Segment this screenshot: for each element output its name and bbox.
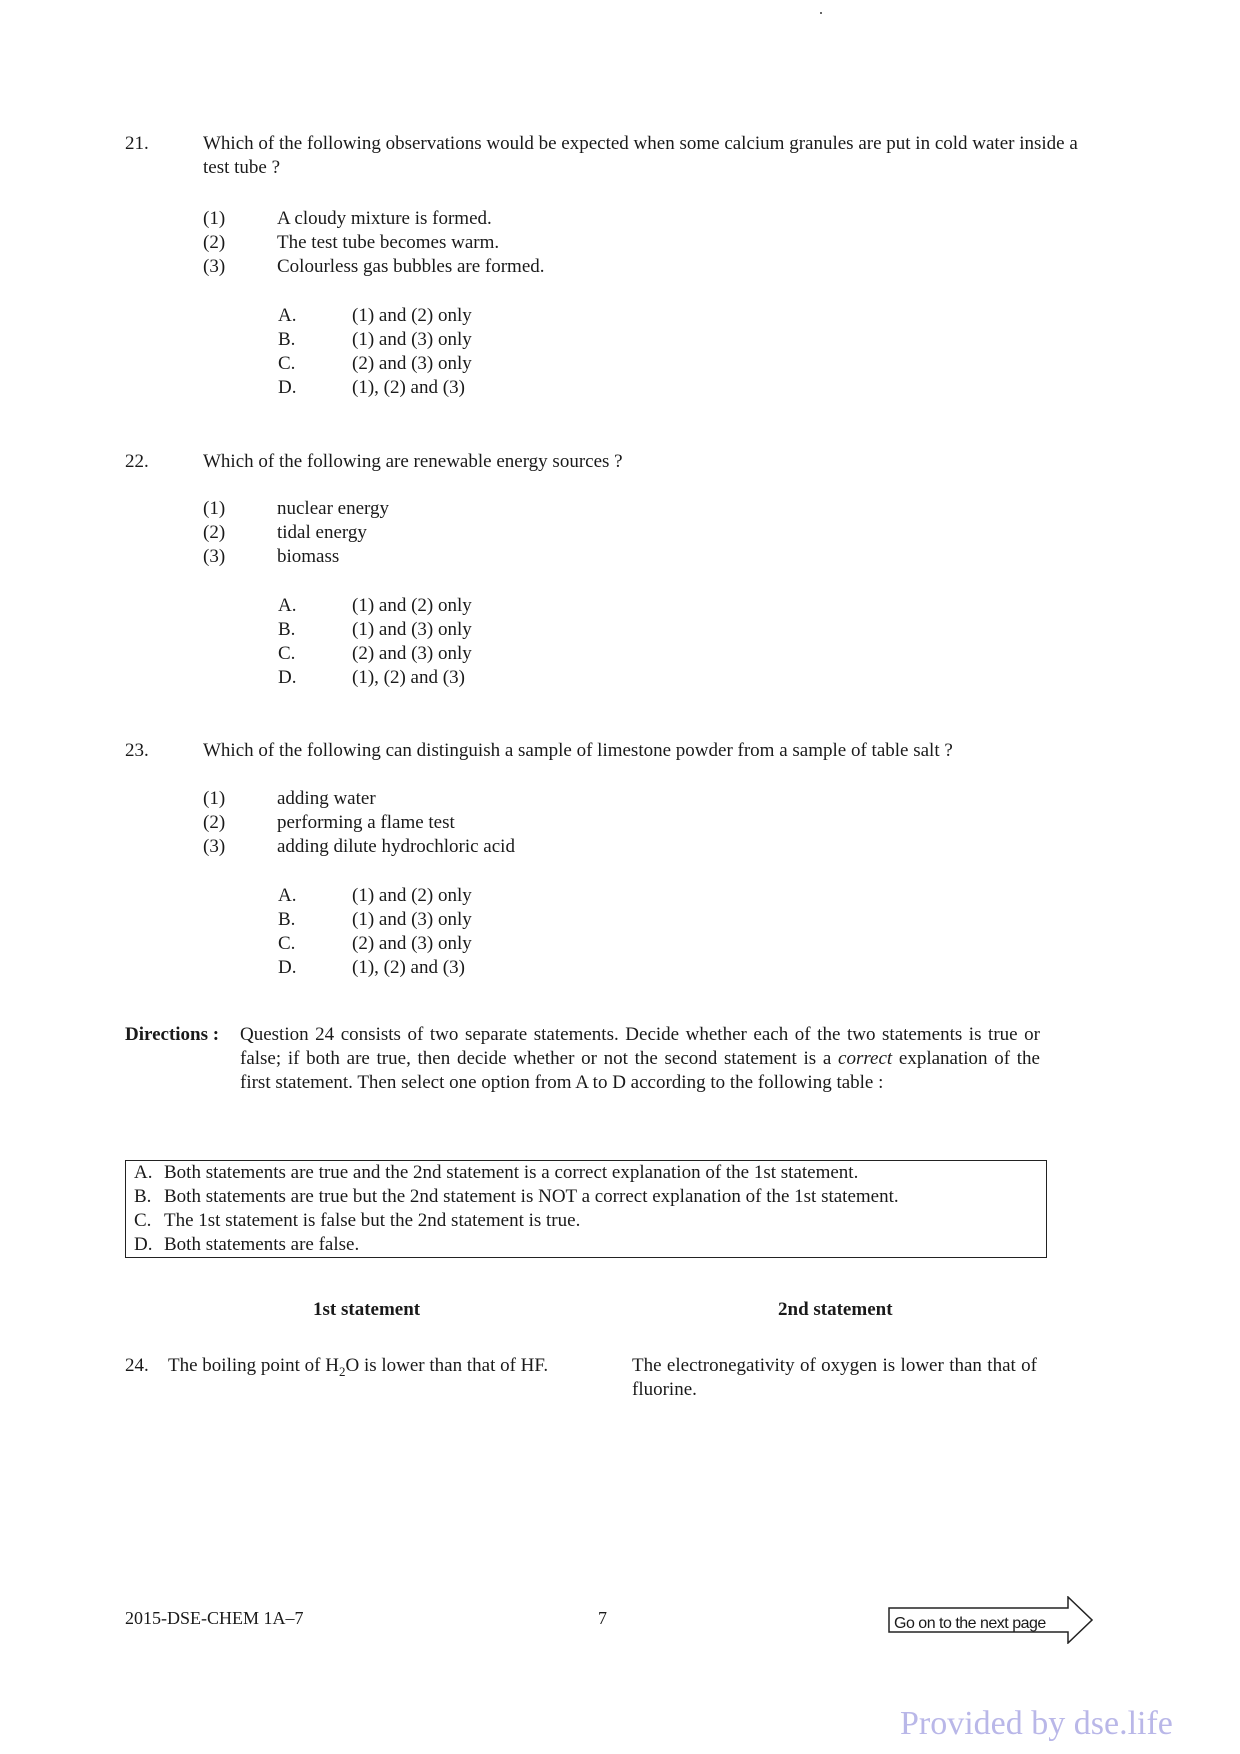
next-page-arrow [888,1596,1093,1644]
table-row-a: A. Both statements are true and the 2nd statement is a correct explanation of the 1st statement. [134,1162,859,1183]
scan-speck [820,12,822,14]
question-text: Which of the following are renewable energy sources ? [203,451,623,472]
table-row-b: B. Both statements are true but the 2nd statement is NOT a correct explanation of the 1st statement. [134,1186,899,1207]
question-number: 23. [125,740,149,761]
next-page-label: Go on to the next page [894,1615,1046,1632]
question-number: 21. [125,133,149,154]
second-statement-header: 2nd statement [778,1299,893,1320]
watermark: Provided by dse.life [900,1705,1173,1742]
directions-italic: correct [838,1048,893,1069]
directions-text: Question 24 consists of two separate statements. Decide whether each of the two statements is true or false; if both are true, then decide whether or not the second statement is a correct explanation of the first statement. Then select one option from A to D according to the following table : [240,1024,1040,1093]
answer-key-table [125,1160,1047,1258]
question-number: 24. [125,1355,149,1376]
page-number: 7 [598,1608,607,1628]
table-row-c: C. The 1st statement is false but the 2nd statement is true. [134,1210,581,1231]
second-statement: The electronegativity of oxygen is lower than that of fluorine. [632,1355,1037,1400]
first-statement-header: 1st statement [313,1299,421,1320]
question-number: 22. [125,451,149,472]
paper-code: 2015-DSE-CHEM 1A–7 [125,1608,304,1628]
question-text: Which of the following observations would be expected when some calcium granules are put in cold water inside a test tube ? [203,133,1078,178]
question-text: Which of the following can distinguish a sample of limestone powder from a sample of table salt ? [203,740,953,761]
directions-label: Directions : [125,1024,220,1045]
first-statement: The boiling point of $H_2O$ is lower than that of HF. [168,1355,549,1379]
table-row-d: D. Both statements are false. [134,1234,360,1255]
